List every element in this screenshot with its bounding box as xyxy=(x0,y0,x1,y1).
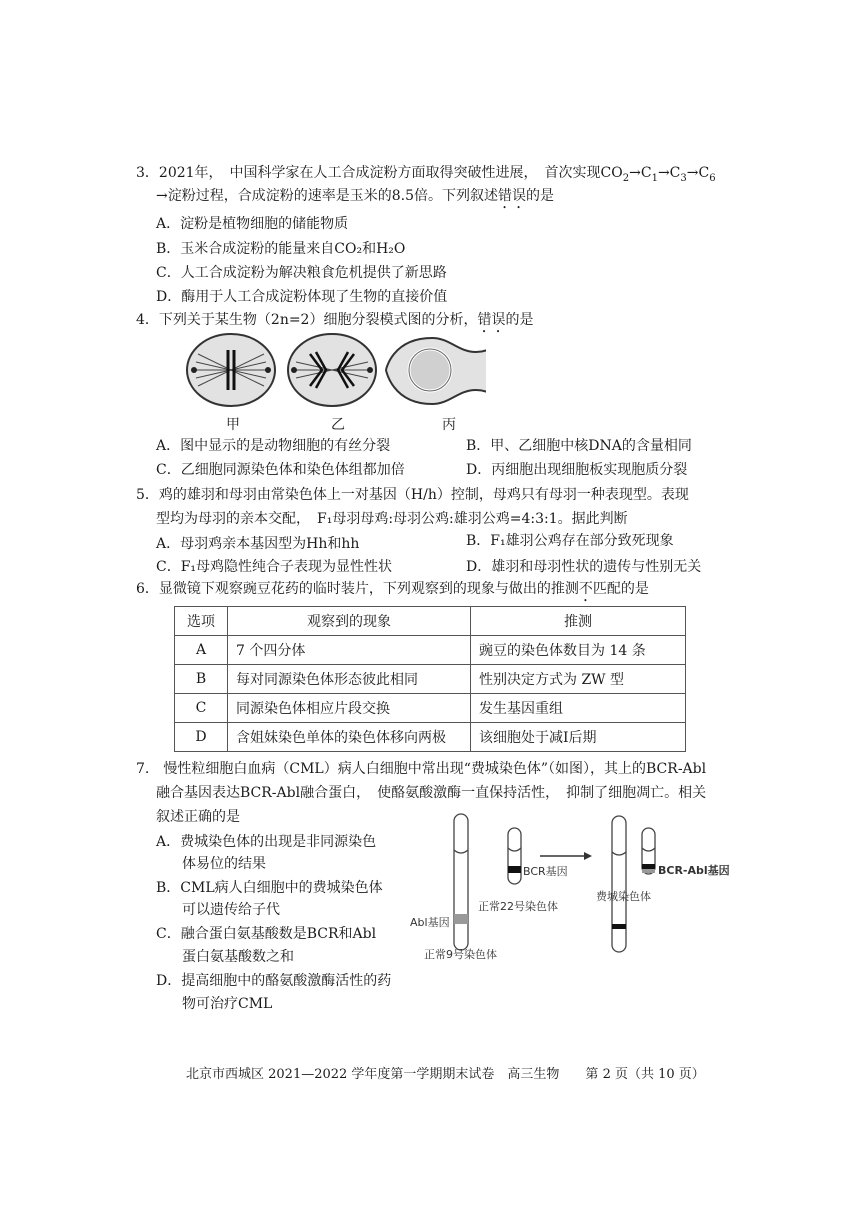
table-row xyxy=(175,723,686,752)
table-cell: 豌豆的染色体数目为 14 条 xyxy=(471,636,686,665)
fusion-gene-label: BCR-Abl基因 xyxy=(658,864,730,877)
q5-stem-line2: 型均为母羽的亲本交配， F₁母羽母鸡:母羽公鸡:雄羽公鸡=4:3:1。据此判断 xyxy=(156,511,628,527)
table-cell: C xyxy=(175,694,228,723)
table-header-cell: 观察到的现象 xyxy=(228,607,471,636)
philadelphia-chromosome xyxy=(642,828,655,874)
q3-option-b: B．玉米合成淀粉的能量来自CO₂和H₂O xyxy=(156,241,406,257)
table-cell: D xyxy=(175,723,228,752)
q4-option-b: B．甲、乙细胞中核DNA的含量相同 xyxy=(466,438,692,454)
table-cell: 7 个四分体 xyxy=(228,636,471,665)
table-cell: B xyxy=(175,665,228,694)
table-cell: 发生基因重组 xyxy=(471,694,686,723)
q7-option-c-line2: 蛋白氨基酸数之和 xyxy=(182,949,294,965)
q7-option-b-line2: 可以遗传给子代 xyxy=(182,902,280,918)
chromosome-9 xyxy=(454,814,468,950)
arrow-right-icon xyxy=(540,852,592,860)
q5-stem-line1: 5．鸡的雄羽和母羽由常染色体上一对基因（H/h）控制，母鸡只有母羽一种表现型。表现 xyxy=(136,487,689,503)
q7-option-d-line1: D．提高细胞中的酪氨酸激酶活性的药 xyxy=(156,973,392,989)
table-cell: 含姐妹染色单体的染色体移向两极 xyxy=(228,723,471,752)
q7-stem-line1: 7. 慢性粒细胞白血病（CML）病人白细胞中常出现“费城染色体”（如图），其上的BCR-Abl xyxy=(136,761,707,777)
cell-division-figure xyxy=(186,332,486,412)
bcr-gene-label: BCR基因 xyxy=(523,865,568,878)
chromosome-translocation-figure xyxy=(408,812,738,972)
q7-option-c-line1: C．融合蛋白氨基酸数是BCR和Abl xyxy=(156,926,377,942)
cell-bing xyxy=(386,338,486,404)
q7-option-d-line2: 物可治疗CML xyxy=(182,996,273,1012)
q5-option-b: B．F₁雄羽公鸡存在部分致死现象 xyxy=(466,533,674,549)
q4-option-c: C．乙细胞同源染色体和染色体组都加倍 xyxy=(156,462,405,478)
table-row xyxy=(175,694,686,723)
table-row xyxy=(175,636,686,665)
q5-option-d: D．雄羽和母羽性状的遗传与性别无关 xyxy=(466,559,702,575)
q3-option-c: C．人工合成淀粉为解决粮食危机提供了新思路 xyxy=(156,265,447,281)
table-cell: A xyxy=(175,636,228,665)
cell-label-jia: 甲 xyxy=(226,417,240,433)
chr9-label: 正常9号染色体 xyxy=(424,948,497,961)
abl-gene-label: Abl基因 xyxy=(410,916,450,929)
cell-yi xyxy=(288,334,376,406)
q7-stem-line2: 融合基因表达BCR-Abl融合蛋白， 使酪氨酸激酶一直保持活性， 抑制了细胞凋亡。相关 xyxy=(156,785,707,801)
q5-option-a: A．母羽鸡亲本基因型为Hh和hh xyxy=(156,536,360,552)
q3-stem-line1: 3．2021年， 中国科学家在人工合成淀粉方面取得突破性进展， 首次实现$CO_2\to C_1\to C_3\to C_6$ xyxy=(136,165,716,184)
table-row xyxy=(175,665,686,694)
table-header-cell: 选项 xyxy=(175,607,228,636)
q4-option-a: A．图中显示的是动物细胞的有丝分裂 xyxy=(156,438,391,454)
table-cell: 同源染色体相应片段交换 xyxy=(228,694,471,723)
table-cell: 每对同源染色体形态彼此相同 xyxy=(228,665,471,694)
q6-table xyxy=(174,606,686,752)
q3-stem-line2: →淀粉过程，合成淀粉的速率是玉米的8.5倍。下列叙述错误的是 xyxy=(156,188,554,204)
table-cell: 该细胞处于减Ⅰ后期 xyxy=(471,723,686,752)
q3-option-a: A．淀粉是植物细胞的储能物质 xyxy=(156,216,349,232)
q6-stem: 6．显微镜下观察豌豆花药的临时装片，下列观察到的现象与做出的推测不匹配的是 xyxy=(136,581,649,597)
q7-option-b-line1: B．CML病人白细胞中的费城染色体 xyxy=(156,880,383,896)
table-cell: 性别决定方式为 ZW 型 xyxy=(471,665,686,694)
q4-stem: 4．下列关于某生物（2n=2）细胞分裂模式图的分析，错误的是 xyxy=(136,312,534,328)
table-header-row xyxy=(175,607,686,636)
q7-option-a-line2: 体易位的结果 xyxy=(182,856,266,872)
q5-option-c: C．F₁母鸡隐性纯合子表现为显性性状 xyxy=(156,559,393,575)
q4-option-d: D．丙细胞出现细胞板实现胞质分裂 xyxy=(466,462,688,478)
table-header-cell: 推测 xyxy=(471,607,686,636)
q3-option-d: D．酶用于人工合成淀粉体现了生物的直接价值 xyxy=(156,289,448,305)
cell-jia xyxy=(187,334,275,406)
q7-stem-line3: 叙述正确的是 xyxy=(156,809,240,825)
cell-label-yi: 乙 xyxy=(331,417,345,433)
chromosome-22 xyxy=(508,828,521,884)
chr22-label: 正常22号染色体 xyxy=(478,900,558,913)
derivative-chromosome-9 xyxy=(612,816,626,952)
q7-option-a-line1: A．费城染色体的出现是非同源染色 xyxy=(156,834,377,850)
philadelphia-chromosome-label: 费城染色体 xyxy=(596,890,651,903)
page-footer: 北京市西城区 2021—2022 学年度第一学期期末试卷 高三生物 第 2 页（共 10 页） xyxy=(186,1067,705,1082)
cell-label-bing: 丙 xyxy=(442,417,456,433)
